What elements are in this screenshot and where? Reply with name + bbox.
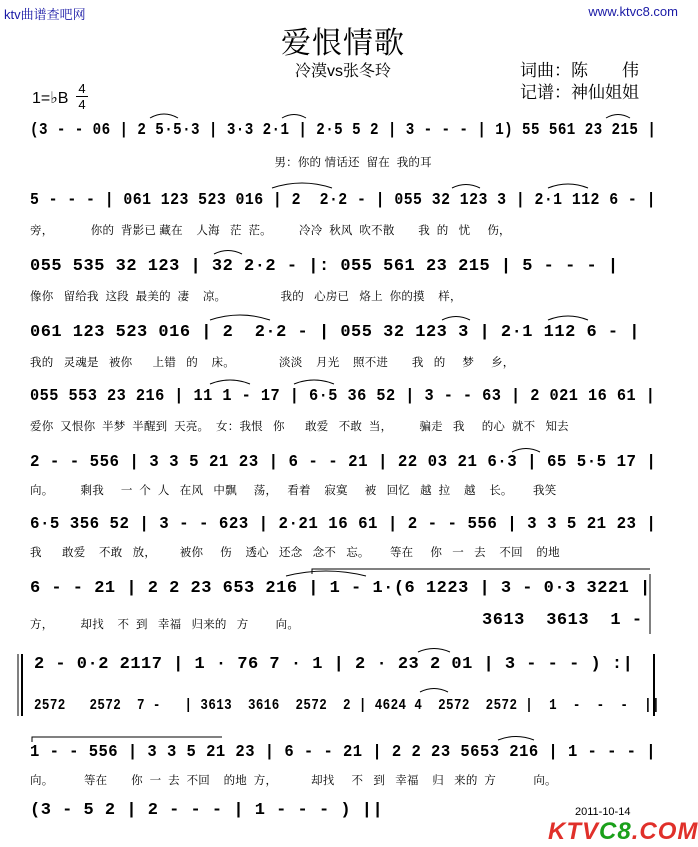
lyrics-line: 向。 等在 你 一 去 不回 的地 方， 却找 不 到 幸福 归 来的 方 向。 — [30, 775, 557, 787]
logo-part-a: KTV — [548, 818, 599, 845]
notes-line: 6·5 356 52 | 3 - - 623 | 2·21 16 61 | 2 - - 556 | 3 3 5 21 23 | — [30, 515, 657, 534]
lyrics-line: 像你 留给我 这段 最美的 凄 凉。 我的 心房已 烙上 你的摸 样， — [30, 291, 462, 303]
logo-part-b: C8 — [599, 818, 632, 845]
notes-line: 2 - 0·2 2117 | 1 · 76 7 · 1 | 2 · 23 2 01 | 3 - - - ) :| — [34, 655, 634, 674]
lyricist-composer: 词曲：陈 伟 — [520, 61, 639, 80]
logo-part-c: .COM — [631, 818, 698, 845]
notes-line: 2 - - 556 | 3 3 5 21 23 | 6 - - 21 | 22 03 21 6·3 | 65 5·5 17 | — [30, 453, 657, 472]
time-signature-bottom: 4 — [78, 97, 86, 112]
lyrics-line: 方， 却找 不 到 幸福 归来的 方 向。 — [30, 619, 300, 631]
notes-line: (3 - - 06 | 2 5·5·3 | 3·3 2·1 | 2·5 5 2 | 3 - - - | 1) 55 561 23 215 | — [30, 121, 657, 140]
time-signature-top: 4 — [78, 81, 86, 96]
notes-line: 1 - - 556 | 3 3 5 21 23 | 6 - - 21 | 2 2 23 5653 216 | 1 - - - | — [30, 743, 657, 762]
date-stamp: 2011-10-14 — [575, 806, 631, 818]
transcriber: 记谱：神仙姐姐 — [520, 83, 639, 102]
lyrics-line: 旁， 你的 背影已 藏在 人海 茫 茫。 冷冷 秋风 吹不散 我 的 忧 伤， — [30, 225, 511, 237]
notes-line: 055 535 32 123 | 32 2·2 - |: 055 561 23 215 | 5 - - - | — [30, 257, 619, 276]
notes-line: 061 123 523 016 | 2 2·2 - | 055 32 123 3 | 2·1 112 6 - | — [30, 323, 640, 342]
singers: 冷漠vs张冬玲 — [294, 63, 391, 80]
lyrics-line: 男：你的 情话还 留在 我的耳 — [30, 157, 432, 169]
lyrics-line: 爱你 又恨你 半梦 半醒到 天亮。 女：我恨 你 敢爱 不敢 当， 骗走 我 的心 就不 知去 — [30, 421, 569, 433]
harmony-line: 3613 3613 1 - — [482, 611, 643, 630]
lyrics-line: 我的 灵魂是 被你 上错 的 床。 淡淡 月光 照不进 我 的 梦 乡， — [30, 357, 515, 369]
site-url-right[interactable]: www.ktvc8.com — [588, 4, 678, 19]
notes-line: 055 553 23 216 | 11 1 - 17 | 6·5 36 52 | 3 - - 63 | 2 021 16 61 | — [30, 387, 656, 406]
site-name-left: ktv曲谱查吧网 — [4, 7, 86, 22]
notes-line: 5 - - - | 061 123 523 016 | 2 2·2 - | 055 32 123 3 | 2·1 112 6 - | — [30, 191, 656, 210]
harmony-line: 2572 2572 7 - | 3613 3616 2572 2 | 4624 4 2572 2572 | 1 - - - || — [34, 697, 661, 714]
notes-line: 6 - - 21 | 2 2 23 653 216 | 1 - 1·(6 1223 | 3 - 0·3 3221 | — [30, 579, 651, 598]
site-logo — [548, 818, 698, 846]
lyrics-line: 向。 剩我 一 个 人 在风 中飘 荡， 看着 寂寞 被 回忆 越 拉 越 长。 我笑 — [30, 485, 557, 497]
song-title: 爱恨情歌 — [281, 27, 405, 60]
key-signature: 1=♭B — [32, 90, 69, 107]
notes-line: (3 - 5 2 | 2 - - - | 1 - - - ) || — [30, 801, 384, 820]
lyrics-line: 我 敢爱 不敢 放， 被你 伤 透心 还念 念不 忘。 等在 你 一 去 不回 的地 — [30, 547, 560, 559]
